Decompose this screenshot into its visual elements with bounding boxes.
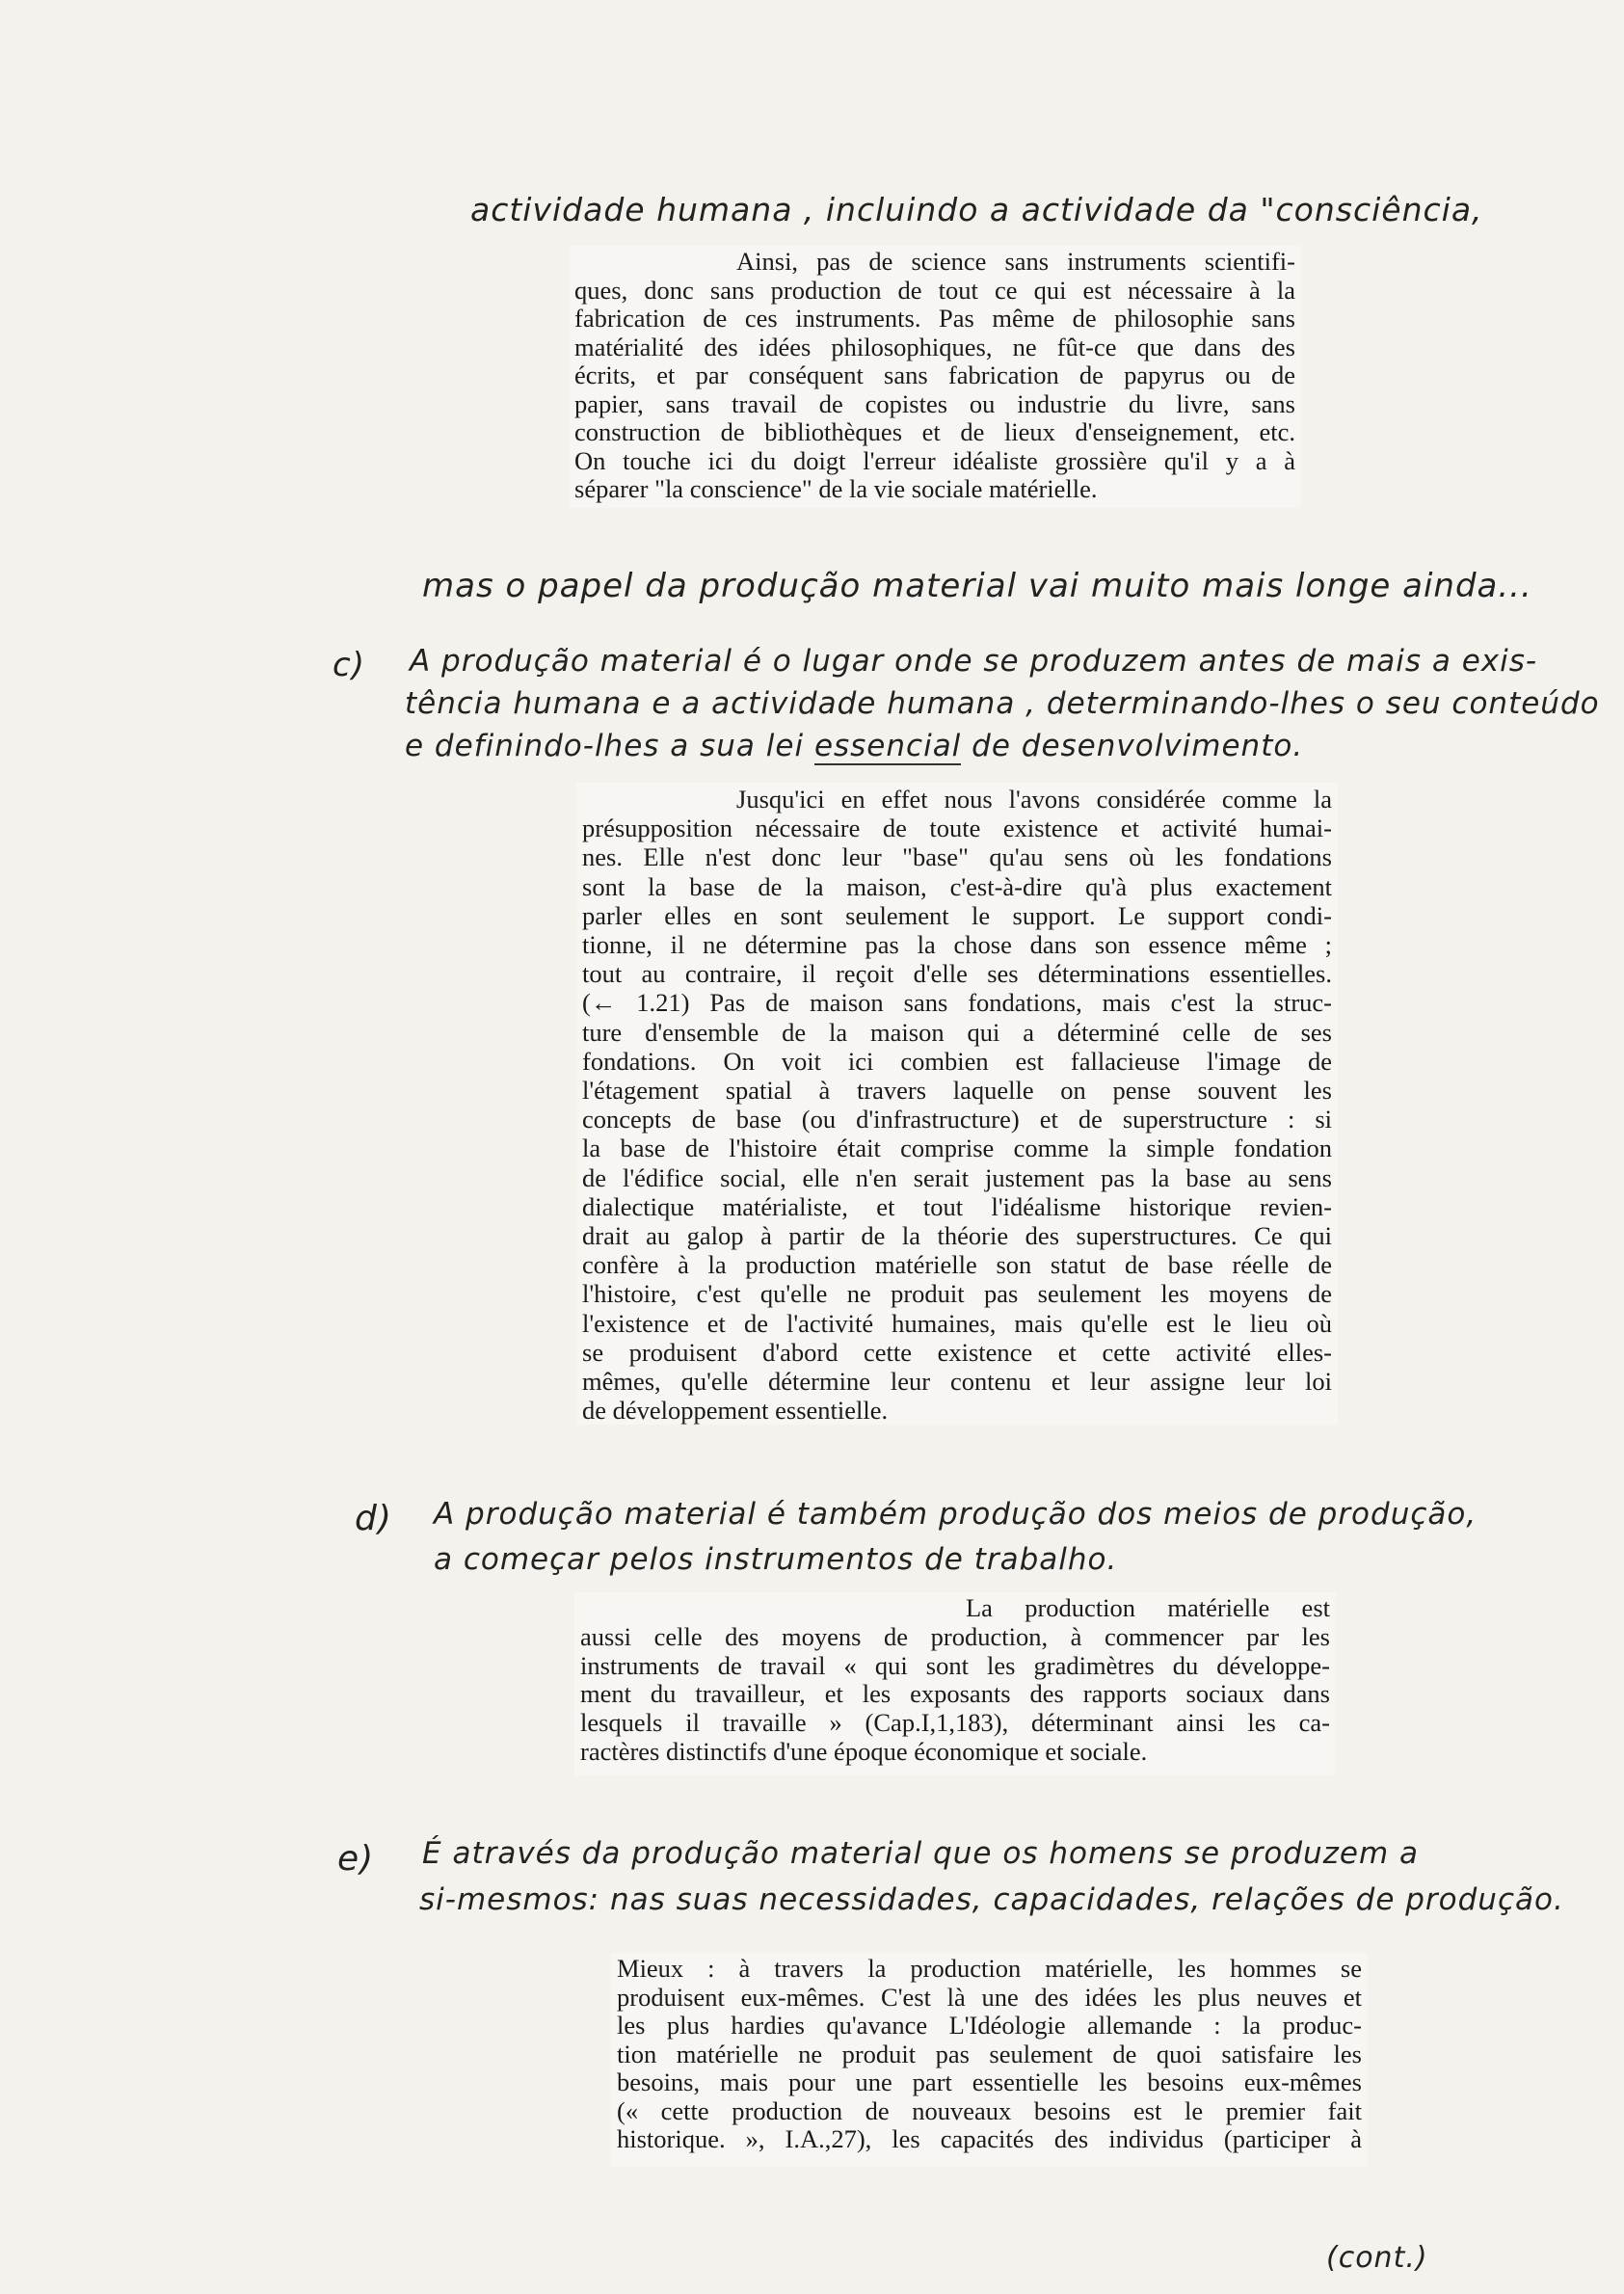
clip2-line: drait au galop à partir de la théorie des superstructures. Ce qui <box>582 1221 1332 1251</box>
clip2-line: de développement essentielle. <box>582 1396 889 1426</box>
clip1-line: Ainsi, pas de science sans instruments scientifi- <box>736 247 1295 276</box>
clip1-line: fabrication de ces instruments. Pas même de philosophie sans <box>574 304 1295 333</box>
clipping-2 <box>576 783 1338 1425</box>
clip4-line: tion matérielle ne produit pas seulement de quoi satisfaire les <box>617 2039 1362 2068</box>
clip2-line: dialectique matérialiste, et tout l'idéalisme historique revien- <box>582 1191 1332 1221</box>
handwritten-e-line-1: É através da produção material que os homens se produzem a <box>422 1836 1420 1871</box>
handwritten-line-2: mas o papel da produção material vai muito mais longe ainda... <box>422 567 1532 605</box>
clip2-line: se produisent d'abord cette existence et cette activité elles- <box>582 1337 1332 1367</box>
clip4-line: besoins, mais pour une part essentielle les besoins eux-mêmes <box>617 2067 1362 2096</box>
clip1-line: matérialité des idées philosophiques, ne fût-ce que dans des <box>574 332 1295 361</box>
clip3-line: ment du travailleur, et les exposants des rapports sociaux dans <box>580 1679 1330 1709</box>
clip4-line: les plus hardies qu'avance L'Idéologie allemande : la produc- <box>617 2011 1362 2040</box>
clipping-1 <box>569 246 1301 508</box>
item-label-c: c) <box>333 646 365 684</box>
clip2-line: la base de l'histoire était comprise comme la simple fondation <box>582 1134 1332 1163</box>
clip1-line: On touche ici du doigt l'erreur idéaliste grossière qu'il y a à <box>574 445 1295 475</box>
clip2-line: nes. Elle n'est donc leur "base" qu'au sens où les fondations <box>582 842 1332 872</box>
clip2-line: parler elles en sont seulement le support. Le support condi- <box>582 900 1332 930</box>
clip1-line: papier, sans travail de copistes ou industrie du livre, sans <box>574 388 1295 418</box>
clipping-3 <box>574 1592 1336 1775</box>
clip1-line: ques, donc sans production de tout ce qui est nécessaire à la <box>574 275 1295 305</box>
clip2-line: sont la base de la maison, c'est-à-dire qu'à plus exactement <box>582 871 1332 901</box>
clip4-line: historique. », I.A.,27), les capacités des individus (participer à <box>617 2124 1362 2153</box>
clip4-line: Mieux : à travers la production matérielle, les hommes se <box>617 1954 1362 1983</box>
clip1-line: construction de bibliothèques et de lieux d'enseignement, etc. <box>574 417 1295 446</box>
clip2-line: fondations. On voit ici combien est fallacieuse l'image de <box>582 1046 1332 1076</box>
clip2-line: mêmes, qu'elle détermine leur contenu et leur assigne leur loi <box>582 1367 1332 1397</box>
handwritten-c-line-1: A produção material é o lugar onde se produzem antes de mais a exis- <box>410 644 1538 679</box>
clipping-4 <box>611 1953 1368 2167</box>
handwritten-e-line-2: si-mesmos: nas suas necessidades, capacidades, relações de produção. <box>419 1882 1564 1917</box>
clip2-line: confère à la production matérielle son statut de base réelle de <box>582 1250 1332 1280</box>
clip1-line: séparer "la conscience" de la vie sociale matérielle. <box>574 474 1098 503</box>
handwritten-d-line-1: A produção material é também produção dos meios de produção, <box>434 1497 1478 1532</box>
clip4-line: produisent eux-mêmes. C'est là une des idées les plus neuves et <box>617 1982 1362 2012</box>
handwritten-c-line-2: tência humana e a actividade humana , determinando-lhes o seu conteúdo <box>405 686 1600 721</box>
clip4-line: (« cette production de nouveaux besoins est le premier fait <box>617 2095 1362 2125</box>
handwritten-line-1: actividade humana , incluindo a actividade da "consciência, <box>470 191 1483 228</box>
clip2-line: de l'édifice social, elle n'en serait justement pas la base au sens <box>582 1162 1332 1192</box>
clip3-line: aussi celle des moyens de production, à commencer par les <box>580 1621 1330 1651</box>
c-line-3-part-c: de desenvolvimento. <box>972 729 1304 763</box>
clip1-line: écrits, et par conséquent sans fabrication de papyrus ou de <box>574 360 1295 389</box>
c-line-3-part-a: e definindo-lhes a sua lei <box>405 729 805 763</box>
clip2-line: tionne, il ne détermine pas la chose dans son essence même ; <box>582 930 1332 960</box>
clip3-line: instruments de travail « qui sont les gradimètres du développe- <box>580 1650 1330 1680</box>
clip2-line: tout au contraire, il reçoit d'elle ses déterminations essentielles. <box>582 959 1332 989</box>
clip2-line: ture d'ensemble de la maison qui a déterminé celle de ses <box>582 1017 1332 1047</box>
item-label-e: e) <box>337 1839 375 1879</box>
clip3-line: lesquels il travaille » (Cap.I,1,183), déterminant ainsi les ca- <box>580 1708 1330 1738</box>
clip2-line: l'histoire, c'est qu'elle ne produit pas seulement les moyens de <box>582 1279 1332 1309</box>
clip2-line: Jusqu'ici en effet nous l'avons considérée comme la <box>736 785 1332 814</box>
handwritten-c-line-3 <box>405 729 1303 763</box>
clip2-line: l'existence et de l'activité humaines, mais qu'elle est le lieu où <box>582 1308 1332 1338</box>
clip3-line: ractères distinctifs d'une époque économique et sociale. <box>580 1736 1148 1766</box>
c-line-3-underlined: essencial <box>813 729 962 763</box>
clip2-line: l'étagement spatial à travers laquelle on pense souvent les <box>582 1076 1332 1106</box>
clip3-line: La production matérielle est <box>966 1593 1330 1622</box>
item-label-d: d) <box>355 1499 392 1538</box>
clip2-line: concepts de base (ou d'infrastructure) et de superstructure : si <box>582 1105 1332 1134</box>
clip2-line: présupposition nécessaire de toute existence et activité humai- <box>582 814 1332 843</box>
clip2-line: (← 1.21) Pas de maison sans fondations, mais c'est la struc- <box>582 988 1332 1018</box>
handwritten-d-line-2: a começar pelos instrumentos de trabalho. <box>434 1542 1118 1577</box>
continued-note: (cont.) <box>1326 2241 1428 2275</box>
